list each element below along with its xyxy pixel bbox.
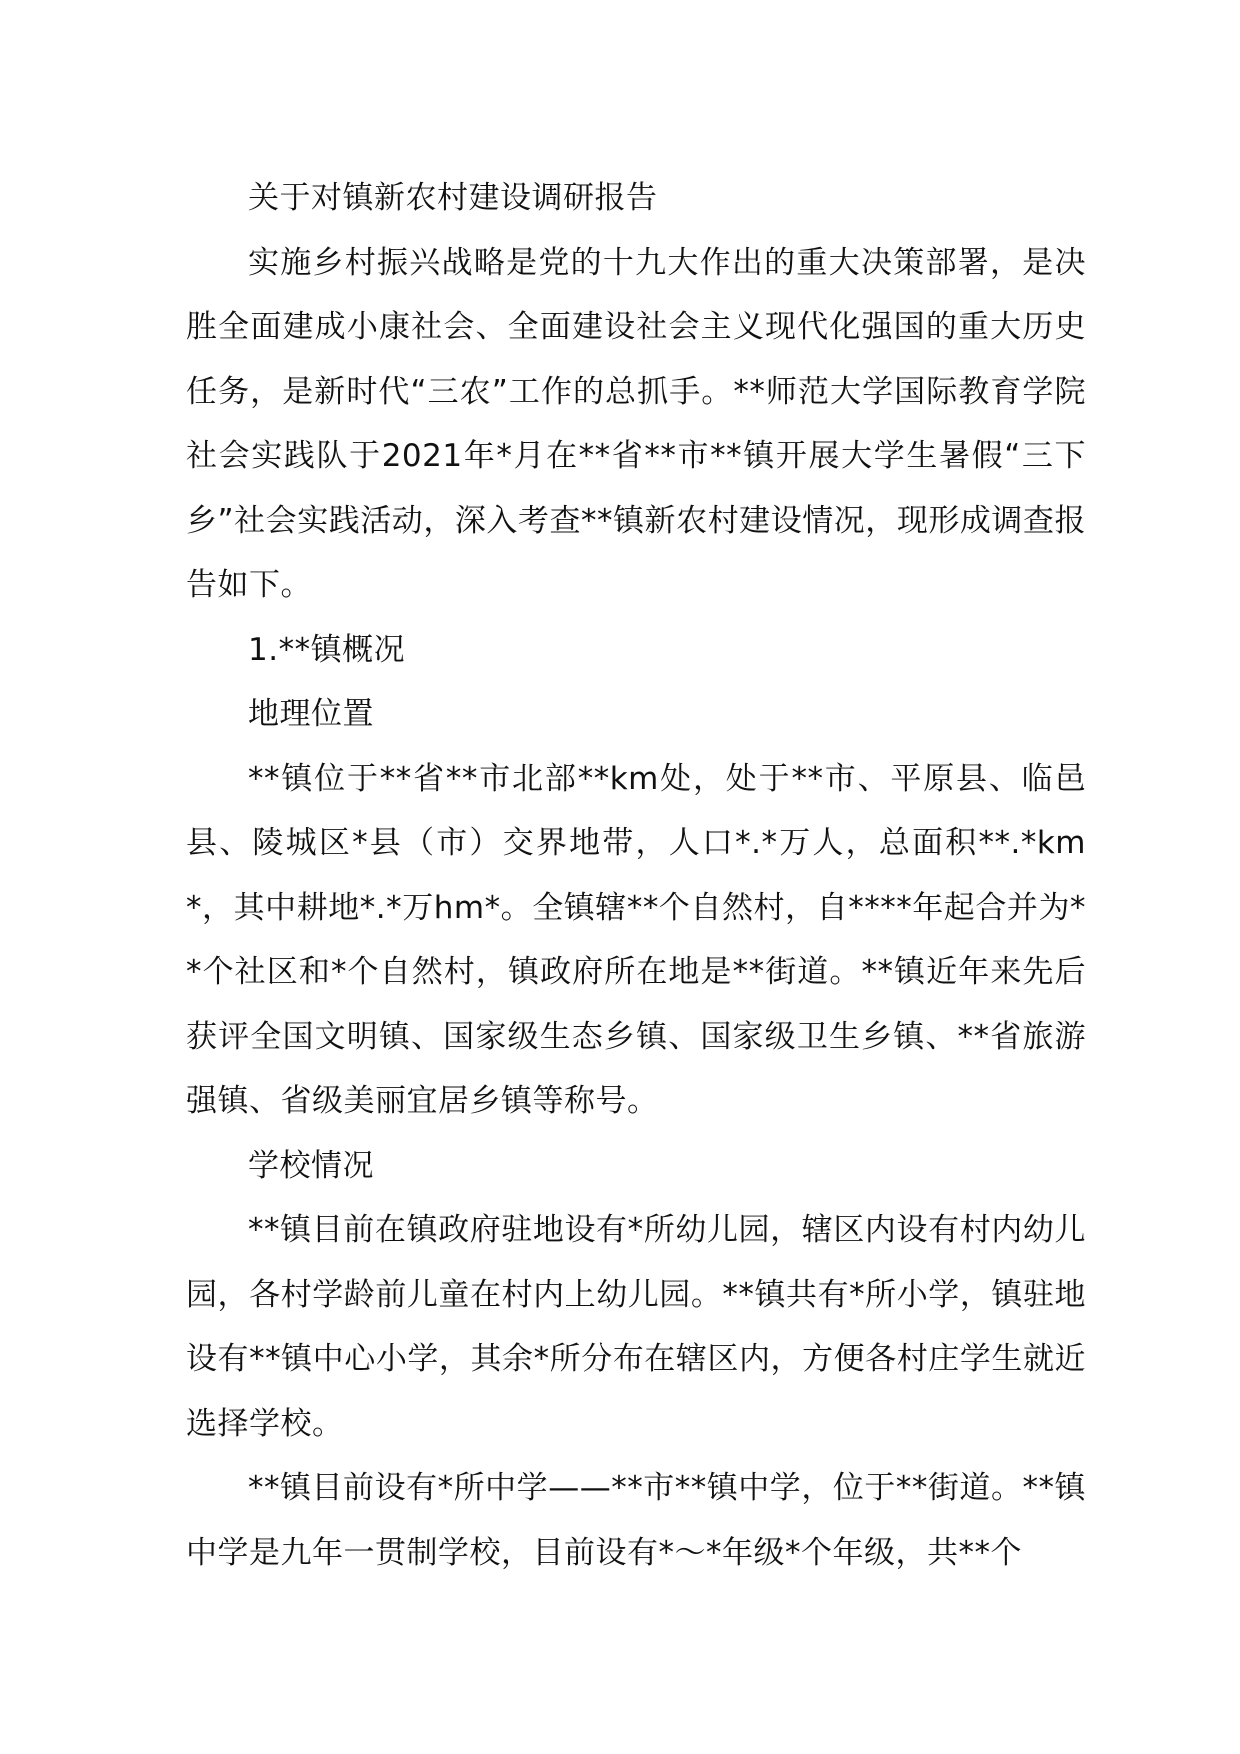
- subheading-schools: 学校情况: [248, 1147, 374, 1184]
- schools-paragraph-2: **镇目前设有*所中学——**市**镇中学，位于**街道。**镇中学是九年一贯制学校，目前设有*～*年级*个年级，共**个: [186, 1470, 1086, 1571]
- section-heading-overview: 1.**镇概况: [248, 631, 406, 668]
- intro-paragraph: 实施乡村振兴战略是党的十九大作出的重大决策部署，是决胜全面建成小康社会、全面建设社会主义现代化强国的重大历史任务，是新时代“三农”工作的总抓手。**师范大学国际教育学院社会实践队于2021年*月在**省**市**镇开展大学生暑假“三下乡”社会实践活动，深入考查**镇新农村建设情况，现形成调查报告如下。: [186, 244, 1086, 603]
- document-title: 关于对镇新农村建设调研报告: [248, 180, 658, 216]
- schools-paragraph-1: **镇目前在镇政府驻地设有*所幼儿园，辖区内设有村内幼儿园，各村学龄前儿童在村内上幼儿园。**镇共有*所小学，镇驻地设有**镇中心小学，其余*所分布在辖区内，方便各村庄学生就近选择学校。: [186, 1212, 1086, 1442]
- geography-paragraph: **镇位于**省**市北部**km处，处于**市、平原县、临邑县、陵城区*县（市）交界地带，人口*.*万人，总面积**.*km*，其中耕地*.*万hm*。全镇辖**个自然村，自****年起合并为**个社区和*个自然村，镇政府所在地是**街道。**镇近年来先后获评全国文明镇、国家级生态乡镇、国家级卫生乡镇、**省旅游强镇、省级美丽宜居乡镇等称号。: [186, 760, 1086, 1119]
- document-body: [186, 166, 1086, 1585]
- subheading-geography: 地理位置: [248, 696, 374, 732]
